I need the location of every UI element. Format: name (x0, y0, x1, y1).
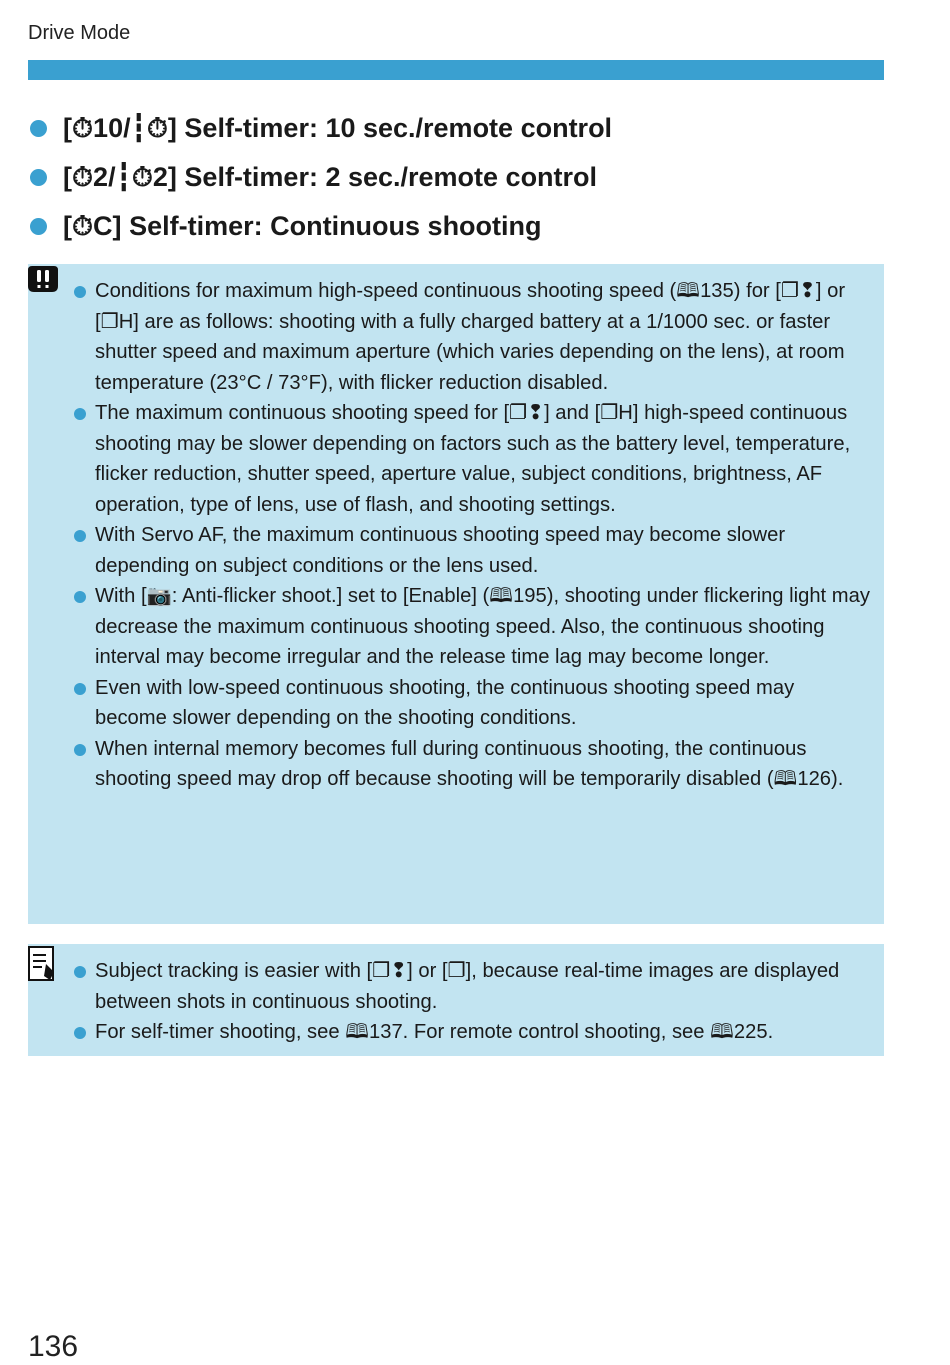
page-number: 136 (28, 1330, 79, 1363)
caution-box (28, 264, 884, 924)
list-item: For self-timer shooting, see 🕮137. For remote control shooting, see 🕮225. (70, 1017, 870, 1048)
heading-self-timer-2 (28, 153, 908, 202)
caution-icon (28, 264, 58, 294)
list-item: Subject tracking is easier with [❐❢] or [❐], because real-time images are displayed between shots in continuous shooting. (70, 956, 870, 1017)
self-timer-2-icon: [⏱2/┇⏱2] (63, 161, 177, 192)
heading-self-timer-10 (28, 104, 908, 153)
section-label: Drive Mode (28, 22, 131, 44)
heading-bullet (30, 169, 47, 186)
list-item: Conditions for maximum high-speed continuous shooting speed (🕮135) for [❐❢] or [❐H] are as follows: shooting with a fully charged battery at a 1/1000 sec. or faster shutter speed and maximum aperture (which varies depending on the lens), at room temperature (23°C / 73°F), with flicker reduction disabled. (70, 276, 870, 398)
self-timer-10-icon: [⏱10/┇⏱] (63, 112, 177, 143)
heading-list (28, 104, 908, 251)
list-item: The maximum continuous shooting speed for [❐❢] and [❐H] high-speed continuous shooting may be slower depending on factors such as the battery level, temperature, flicker reduction, shutter speed, aperture value, subject conditions, brightness, AF operation, type of lens, use of flash, and shooting settings. (70, 398, 870, 520)
self-timer-continuous-icon: [⏱C] (63, 210, 122, 241)
heading-title: Self-timer: Continuous shooting (129, 211, 542, 241)
list-item: Even with low-speed continuous shooting, the continuous shooting speed may become slower depending on the shooting conditions. (70, 673, 870, 734)
memo-list (70, 956, 870, 1048)
list-item: When internal memory becomes full during continuous shooting, the continuous shooting speed may drop off because shooting will be temporarily disabled (🕮126). (70, 734, 870, 795)
heading-title: Self-timer: 10 sec./remote control (184, 113, 613, 143)
list-item: With Servo AF, the maximum continuous shooting speed may become slower depending on subject conditions or the lens used. (70, 520, 870, 581)
heading-self-timer-continuous (28, 202, 908, 251)
list-item: With [📷: Anti-flicker shoot.] set to [Enable] (🕮195), shooting under flickering light may decrease the maximum continuous shooting speed. Also, the continuous shooting interval may become irregular and the release time lag may become longer. (70, 581, 870, 673)
heading-bullet (30, 120, 47, 137)
caution-list (70, 276, 870, 795)
header-bar (28, 60, 884, 80)
heading-title: Self-timer: 2 sec./remote control (184, 162, 598, 192)
heading-bullet (30, 218, 47, 235)
memo-box (28, 944, 884, 1056)
memo-icon (28, 946, 56, 982)
